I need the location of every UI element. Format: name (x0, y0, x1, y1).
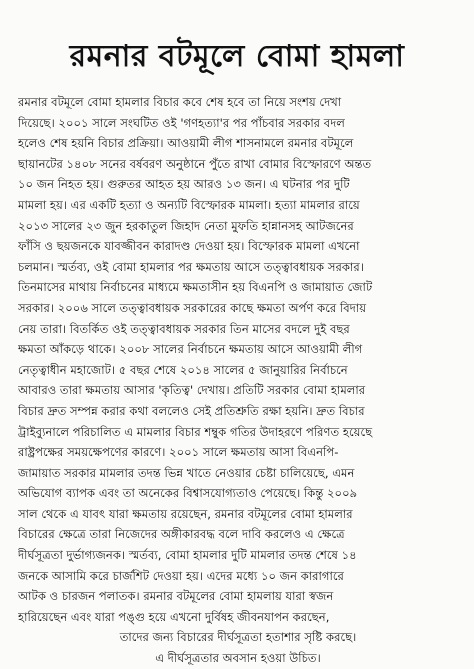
article-headline: রমনার বটমূলে বোমা হামলা (69, 39, 405, 74)
article-line: চলমান। স্মর্তব্য, ওই বোমা হামলার পর ক্ষমতায় আসে তত্ত্বাবধায়ক সরকার। (18, 259, 364, 274)
article-line: আটক ও চারজন পলাতক। রমনার বটমূলের বোমা হামলায় যারা স্বজন (18, 589, 334, 604)
article-line: এ দীর্ঘসূত্রতার অবসান হওয়া উচিত। (155, 651, 321, 666)
article-line: তাদের জন্য বিচারের দীর্ঘসূত্রতা হতাশার সৃষ্টি করছে। (119, 630, 357, 645)
article-line: রাষ্ট্রপক্ষের সময়ক্ষেপণের কারণে। ২০০১ সালে ক্ষমতায় আসা বিএনপি- (18, 445, 339, 460)
article-line: আবারও তারা ক্ষমতায় আসার 'কৃতিত্ব' দেখায়। প্রতিটি সরকার বোমা হামলার (18, 383, 366, 398)
article-line: দীর্ঘসূত্রতা দুর্ভাগ্যজনক। স্মর্তব্য, বোমা হামলার দুটি মামলার তদন্ত শেষে ১৪ (18, 548, 357, 563)
article-line: ২০১৩ সালের ২৩ জুন হরকাতুল জিহাদ নেতা মুফতি হান্নানসহ আটজনের (18, 218, 354, 233)
article-line: সরকার। ২০০৬ সালে তত্ত্বাবধায়ক সরকারের কাছে ক্ষমতা অর্পণ করে বিদায় (18, 300, 367, 315)
article-line: বিচারের ক্ষেত্রে তারা নিজেদের অঙ্গীকারবদ্ধ বলে দাবি করলেও এ ক্ষেত্রে (18, 527, 345, 542)
article-line: তিনমাসের মাথায় নির্বাচনের মাধ্যমে ক্ষমতাসীন হয় বিএনপি ও জামায়াত জোট (18, 280, 373, 295)
article-line: হারিয়েছেন এবং যারা পঙ্গু হয়ে এখনো দুর্বিষহ জীবনযাপন করছেন, (18, 609, 330, 624)
article-line: নেতৃত্বাধীন মহাজোট। ৫ বছর শেষে ২০১৪ সালের ৫ জানুয়ারির নির্বাচনে (18, 362, 348, 377)
article-line: ছায়ানটের ১৪০৮ সনের বর্ষবরণ অনুষ্ঠানে পুঁতে রাখা বোমার বিস্ফোরণে অন্তত (18, 156, 372, 171)
article-line: রমনার বটমূলে বোমা হামলার বিচার কবে শেষ হবে তা নিয়ে সংশয় দেখা (18, 95, 342, 109)
article-line: ট্রাইব্যুনালে পরিচালিত এ মামলার বিচার শম্বুক গতির উদাহরণে পরিণত হয়েছে (18, 424, 373, 439)
article-line: জনকে আসামি করে চার্জশিট দেওয়া হয়। এদের মধ্যে ১০ জন কারাগারে (18, 568, 344, 583)
article-line: অভিযোগ ব্যাপক এবং তা অনেকের বিশ্বাসযোগ্যতাও পেয়েছে। কিন্তু ২০০৯ (18, 486, 358, 501)
article-line: মামলা হয়। এর একটি হত্যা ও অন্যটি বিস্ফোরক মামলা। হত্যা মামলার রায়ে (18, 197, 360, 212)
article-line: বিচার দ্রুত সম্পন্ন করার কথা বললেও সেই প্রতিশ্রুতি রক্ষা হয়নি। দ্রুত বিচার (18, 403, 365, 418)
article-line: জামায়াত সরকার মামলার তদন্ত ভিন্ন খাতে নেওয়ার চেষ্টা চালিয়েছে, এমন (18, 465, 355, 480)
article-line: দিয়েছে। ২০০১ সালে সংঘটিত ওই 'গণহত্যা'র পর পাঁচবার সরকার বদল (18, 115, 345, 130)
article-line: ১০ জন নিহত হয়। গুরুতর আহত হয় আরও ১৩ জন। এ ঘটনার পর দুটি (18, 177, 350, 192)
article-line: ক্ষমতা আঁকড়ে থাকে। ২০০৮ সালের নির্বাচনে ক্ষমতায় আসে আওয়ামী লীগ (18, 342, 363, 357)
article-line: ফাঁসি ও ছয়জনকে যাবজ্জীবন কারাদণ্ড দেওয়া হয়। বিস্ফোরক মামলা এখনো (18, 239, 360, 254)
article-line: নেয় তারা। বিতর্কিত ওই তত্ত্বাবধায়ক সরকার তিন মাসের বদলে দুই বছর (18, 321, 350, 336)
article-line: হলেও শেষ হয়নি বিচার প্রক্রিয়া। আওয়ামী লীগ শাসনামলে রমনার বটমূলে (18, 136, 354, 151)
article-line: সাল থেকে এ যাবৎ যারা ক্ষমতায় রয়েছেন, রমনার বটমূলের বোমা হামলার (18, 506, 353, 521)
article-body (18, 92, 458, 669)
